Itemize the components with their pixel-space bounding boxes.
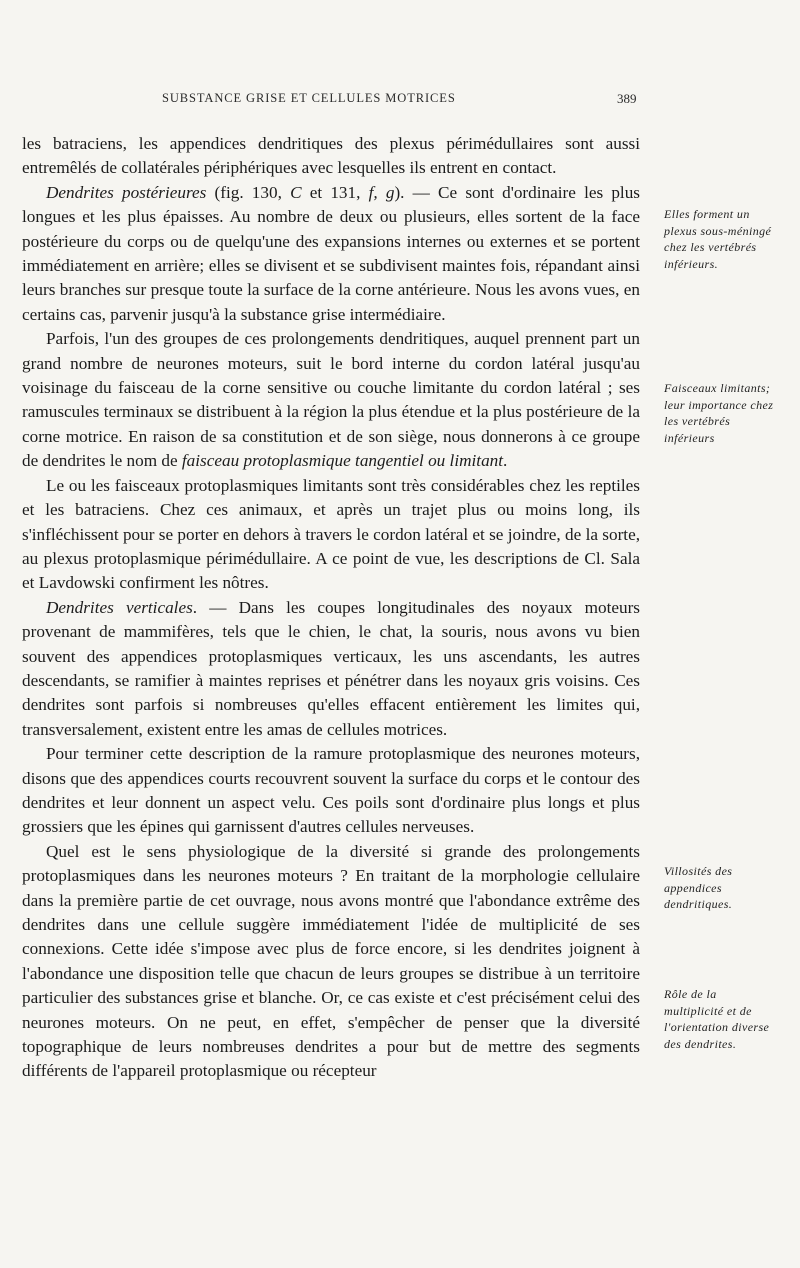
margin-note: Elles forment un plexus sous-méningé chez les vertébrés inférieurs. [664, 207, 772, 271]
text-run: les batraciens, les appendices dendritiques des plexus périmédullaires sont aussi entremêlés de collatérales périphériques avec lesquelles ils entrent en contact. [22, 134, 640, 178]
running-header [0, 91, 800, 109]
paragraph [22, 840, 640, 1084]
text-run: et 131, [301, 182, 369, 202]
figure-ref: C [290, 182, 302, 202]
text-run: Quel est le sens physiologique de la diversité si grande des prolongements protoplasmiques dans les neurones moteurs ? En traitant de la morphologie cellulaire dans la première partie de cet ouvrage, nous avons montré que l'abondance extrême des dendrites dans une cellule suggère immédiatement l'idée de multiplicité de ses connexions. Cette idée s'impose avec plus de force encore, si les dendrites joignent à l'abondance une disposition telle que chacun de leurs groupes se distribue à un territoire particulier des substances grise et blanche. Or, ce cas existe et c'est précisément celui des neurones moteurs. On ne peut, en effet, s'empêcher de penser que la diversité topographique de leurs nombreuses dendrites a pour but de mettre des segments différents de l'appareil protoplasmique ou récepteur [22, 841, 640, 1081]
section-heading: Dendrites verticales [46, 597, 193, 617]
paragraph [22, 474, 640, 596]
main-text [22, 132, 640, 1084]
paragraph [22, 181, 640, 327]
text-run: . — Dans les coupes longitudinales des noyaux moteurs provenant de mammifères, tels que le chien, le chat, la souris, nous avons vu bien souvent des appendices protoplasmiques verticaux, les uns ascendants, les autres descendants, se ramifier à maintes reprises et pénétrer dans les noyaux gris voisins. Ces dendrites sont parfois si nombreuses qu'elles effacent entièrement les limites qui, transversalement, existent entre les amas de cellules motrices. [22, 597, 640, 739]
margin-note: Faisceaux limitants; leur importance chez les vertébrés inférieurs [664, 381, 774, 445]
term: faisceau protoplasmique tangentiel ou limitant [181, 451, 504, 471]
text-run: Pour terminer cette description de la ramure protoplasmique des neurones moteurs, disons que des appendices courts recouvrent souvent la surface du corps et le contour des dendrites et leur donnent un aspect velu. Ces poils sont d'ordinaire plus longs et plus grossiers que les épines qui garnissent d'autres cellules nerveuses. [22, 744, 640, 837]
margin-note: Rôle de la multiplicité et de l'orientation diverse des dendrites. [664, 987, 770, 1051]
text-run: Parfois, l'un des groupes de ces prolongements dendritiques, auquel prennent part un grand nombre de neurones moteurs, suit le bord interne du cordon latéral jusqu'au voisinage du faisceau de la corne sensitive ou couche limitante du cordon latéral ; ses ramuscules terminaux se distribuent à la région la plus étendue et la plus postérieure de la corne motrice. En raison de sa constitution et de son siège, nous donnerons à ce groupe de dendrites le nom de [22, 329, 640, 471]
page-number: 389 [617, 91, 637, 106]
text-run: . [503, 451, 508, 471]
section-heading: Dendrites postérieures [46, 182, 207, 202]
running-title: SUBSTANCE GRISE ET CELLULES MOTRICES [162, 91, 456, 105]
figure-ref: f, g [368, 182, 395, 202]
paragraph [22, 596, 640, 742]
text-run: (fig. 130, [206, 182, 291, 202]
text-run: Le ou les faisceaux protoplasmiques limitants sont très considérables chez les reptiles et les batraciens. Chez ces animaux, et après un trajet plus ou moins long, ils s'infléchissent pour se porter en dehors à travers le cordon latéral et se joindre, de la sorte, au plexus protoplasmique périmédullaire. A ce point de vue, les descriptions de Cl. Sala et Lavdowski confirment les nôtres. [22, 475, 640, 593]
text-run: ). — Ce sont d'ordinaire les plus longues et les plus épaisses. Au nombre de deux ou plusieurs, elles sortent de la face postérieure du corps ou de quelqu'une des expansions internes ou externes et se portent immédiatement en arrière; elles se divisent et se subdivisent maintes fois, répandant ainsi leurs branches sur presque toute la surface de la corne antérieure. Nous les avons vues, en certains cas, parvenir jusqu'à la substance grise intermédiaire. [22, 182, 640, 324]
paragraph [22, 132, 640, 181]
margin-note: Villosités des appendices dendritiques. [664, 864, 733, 911]
paragraph [22, 742, 640, 840]
paragraph [22, 327, 640, 473]
